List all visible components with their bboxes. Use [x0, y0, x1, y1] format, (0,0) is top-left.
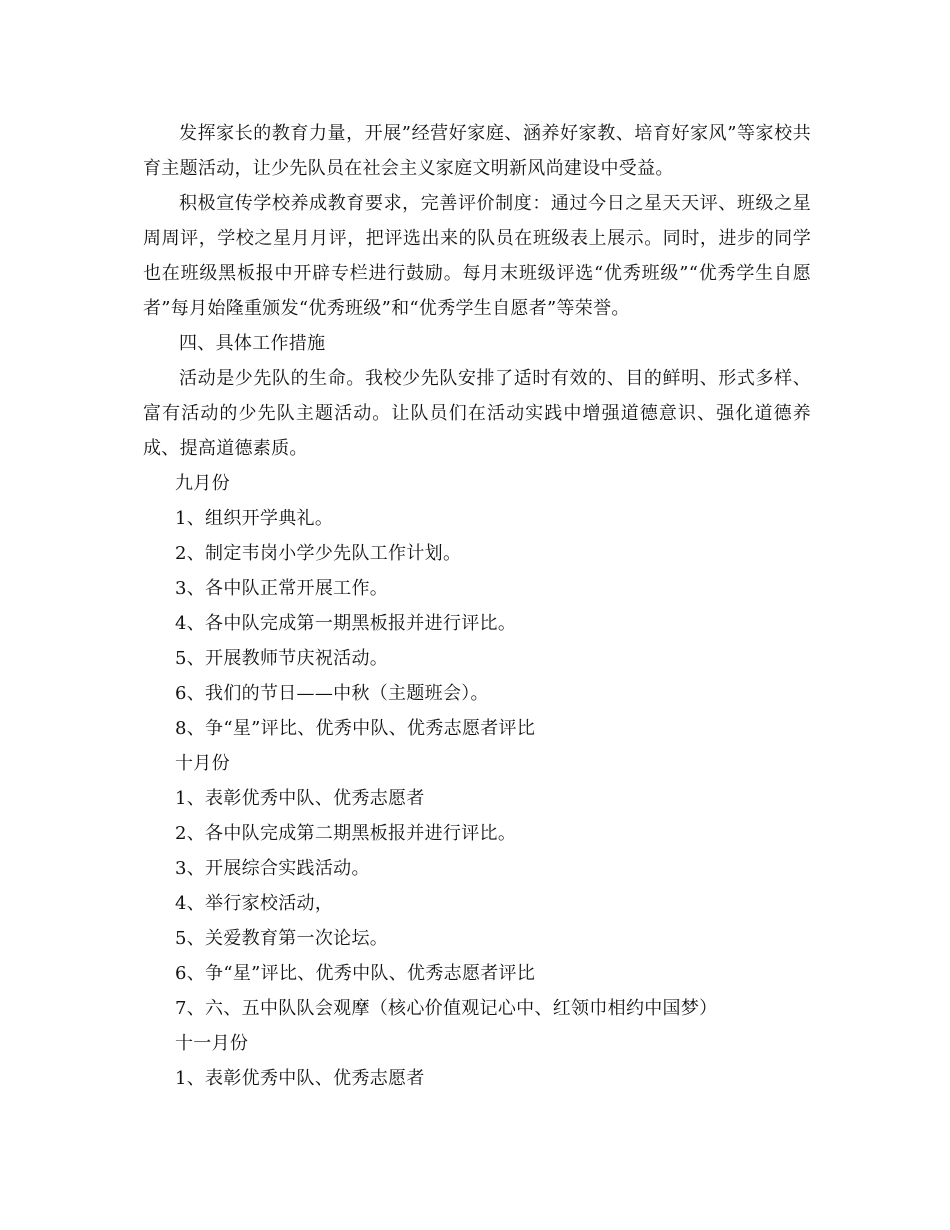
paragraph-family-education: 发挥家长的教育力量，开展”经营好家庭、涵养好家教、培育好家风”等家校共育主题活动，让少先队员在社会主义家庭文明新风尚建设中受益。 [143, 123, 811, 179]
list-item: 4、各中队完成第一期黑板报并进行评比。 [175, 613, 517, 634]
month-heading-september: 九月份 [175, 473, 230, 494]
list-item: 3、各中队正常开展工作。 [175, 578, 389, 599]
paragraph-activities: 活动是少先队的生命。我校少先队安排了适时有效的、目的鲜明、形式多样、富有活动的少先队主题活动。让队员们在活动实践中增强道德意识、强化道德养成、提高道德素质。 [143, 368, 811, 459]
list-item: 7、六、五中队队会观摩（核心价值观记心中、红领巾相约中国梦） [175, 998, 718, 1019]
month-heading-november: 十一月份 [175, 1033, 249, 1054]
month-heading-october: 十月份 [175, 753, 230, 774]
list-item: 6、争“星”评比、优秀中队、优秀志愿者评比 [175, 963, 536, 984]
list-item: 8、争“星”评比、优秀中队、优秀志愿者评比 [175, 718, 536, 739]
list-item: 5、开展教师节庆祝活动。 [175, 648, 389, 669]
section-heading-measures: 四、具体工作措施 [179, 333, 326, 354]
list-item: 2、各中队完成第二期黑板报并进行评比。 [175, 823, 517, 844]
list-item: 6、我们的节日——中秋（主题班会）。 [175, 683, 489, 704]
list-item: 3、开展综合实践活动。 [175, 858, 370, 879]
list-item: 4、举行家校活动， [175, 893, 334, 914]
list-item: 2、制定韦岗小学少先队工作计划。 [175, 543, 462, 564]
list-item: 1、表彰优秀中队、优秀志愿者 [175, 1068, 425, 1089]
list-item: 1、组织开学典礼。 [175, 508, 334, 529]
list-item: 1、表彰优秀中队、优秀志愿者 [175, 788, 425, 809]
document-body [143, 116, 811, 1096]
list-item: 5、关爱教育第一次论坛。 [175, 928, 389, 949]
paragraph-evaluation-system: 积极宣传学校养成教育要求，完善评价制度：通过今日之星天天评、班级之星周周评，学校之星月月评，把评选出来的队员在班级表上展示。同时，进步的同学也在班级黑板报中开辟专栏进行鼓励。每月末班级评选“优秀班级”“优秀学生自愿者”每月始隆重颁发“优秀班级”和“优秀学生自愿者”等荣誉。 [143, 193, 811, 319]
